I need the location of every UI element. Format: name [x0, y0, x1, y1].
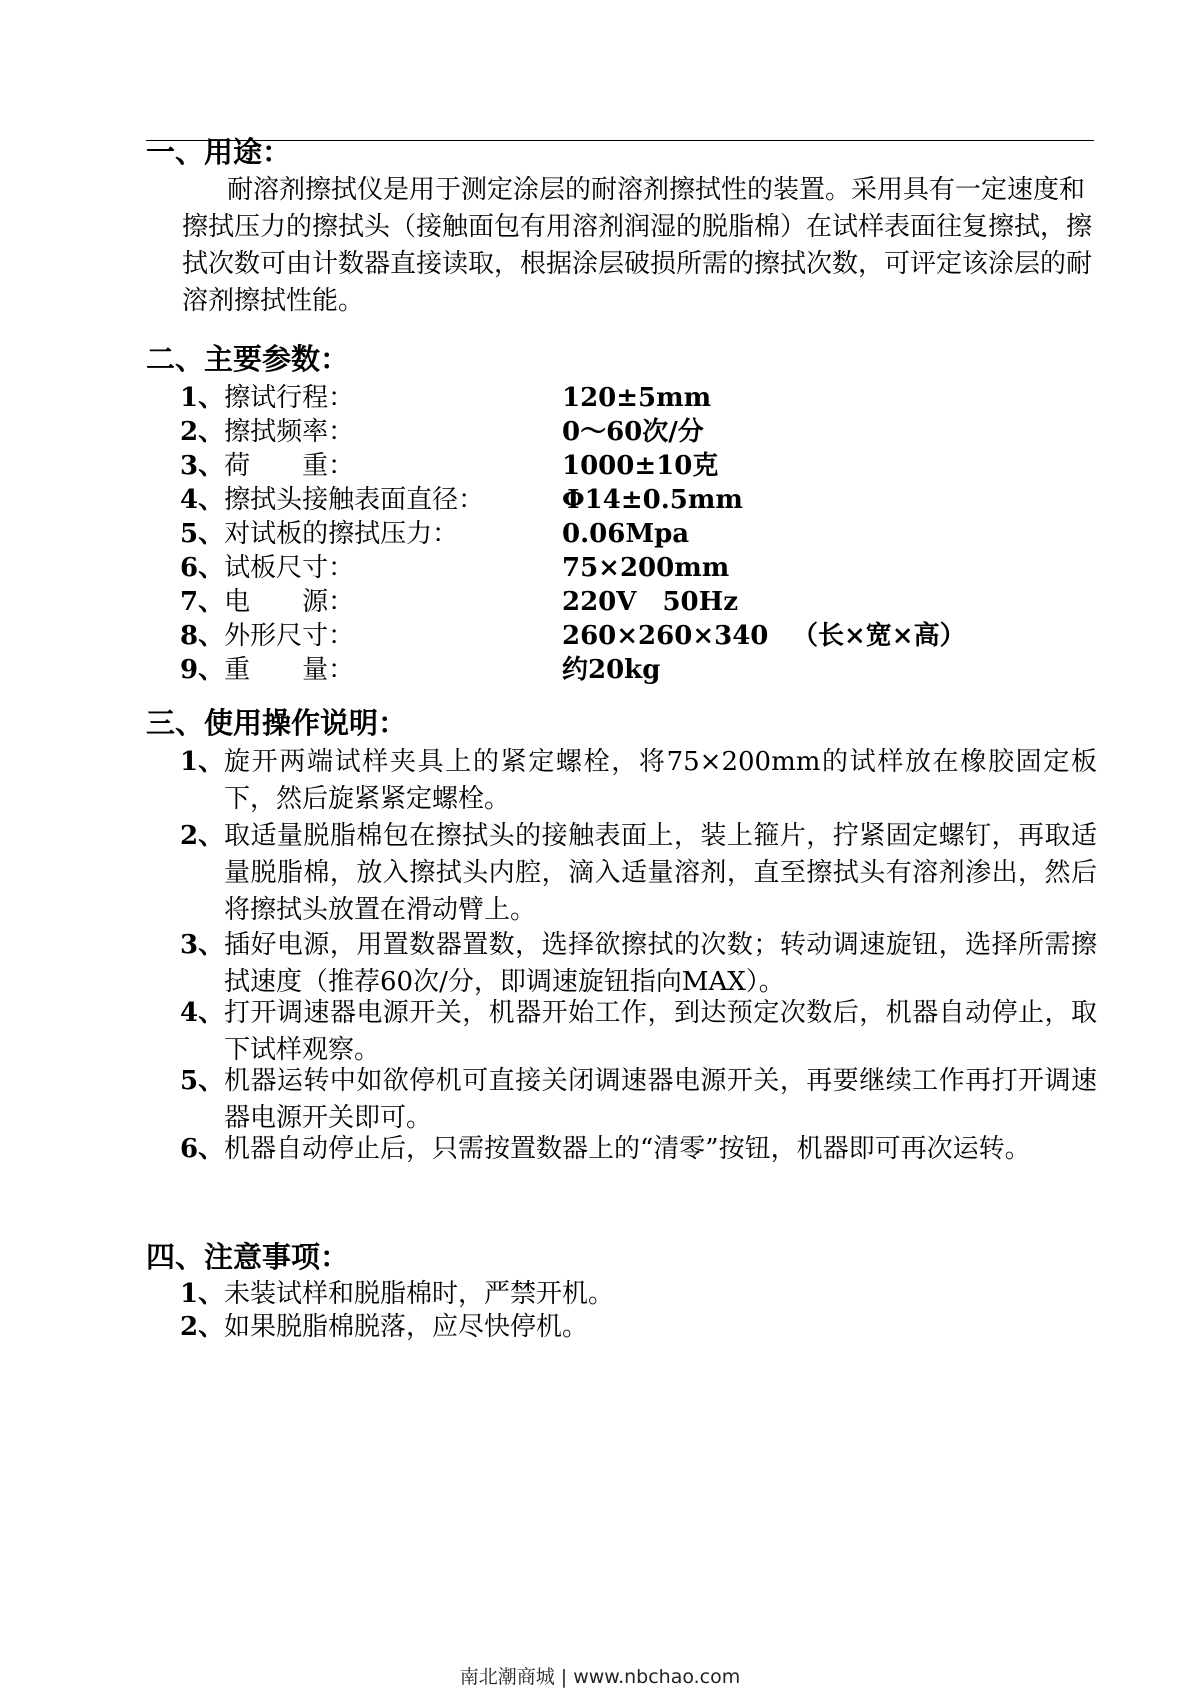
list-item [180, 1276, 1097, 1313]
item-text: 机器运转中如欲停机可直接关闭调速器电源开关，再要继续工作再打开调速器电源开关即可。 [224, 1066, 1097, 1133]
param-num: 1、 [180, 383, 225, 413]
section-notes-title: 四、注意事项： [146, 1240, 350, 1274]
param-value: 220V 50Hz [562, 587, 738, 617]
param-num: 3、 [180, 451, 225, 481]
item-num: 2、 [180, 1312, 225, 1342]
item-num: 4、 [180, 998, 225, 1028]
param-label: 试板尺寸： [224, 553, 355, 583]
param-label: 擦拭头接触表面直径： [224, 485, 485, 515]
footer-watermark: 南北潮商城 | www.nbchao.com [459, 1666, 741, 1688]
param-num: 4、 [180, 485, 225, 515]
item-num: 3、 [180, 930, 225, 960]
param-value: 75×200mm [562, 553, 730, 583]
param-row [180, 380, 1080, 417]
item-text: 取适量脱脂棉包在擦拭头的接触表面上，装上箍片，拧紧固定螺钉，再取适量脱脂棉，放入擦拭头内腔，滴入适量溶剂，直至擦拭头有溶剂渗出，然后将擦拭头放置在滑动臂上。 [224, 821, 1097, 925]
param-value: 0～60次/分 [562, 417, 704, 447]
list-item [180, 1131, 1097, 1168]
param-num: 8、 [180, 621, 225, 651]
item-text: 机器自动停止后，只需按置数器上的“清零”按钮，机器即可再次运转。 [224, 1134, 1031, 1164]
param-row [180, 414, 1080, 451]
param-label: 擦试行程： [224, 383, 355, 413]
param-row [180, 584, 1080, 621]
param-row [180, 652, 1080, 689]
list-item [180, 927, 1097, 1001]
item-num: 6、 [180, 1134, 225, 1164]
item-text: 旋开两端试样夹具上的紧定螺栓，将75×200mm的试样放在橡胶固定板下，然后旋紧紧定螺栓。 [224, 747, 1097, 814]
item-num: 5、 [180, 1066, 225, 1096]
item-num: 2、 [180, 821, 225, 851]
param-value: 0.06Mpa [562, 519, 690, 549]
param-value: 120±5mm [562, 383, 712, 413]
param-label: 重 量： [224, 655, 355, 685]
param-label: 电 源： [224, 587, 355, 617]
section-operation-title: 三、使用操作说明： [146, 706, 408, 740]
param-num: 6、 [180, 553, 225, 583]
param-row [180, 516, 1080, 553]
param-num: 7、 [180, 587, 225, 617]
param-num: 2、 [180, 417, 225, 447]
param-row [180, 448, 1080, 485]
list-item [180, 744, 1097, 818]
list-item [180, 995, 1097, 1069]
item-num: 1、 [180, 747, 225, 777]
param-row [180, 482, 1080, 519]
item-text: 如果脱脂棉脱落，应尽快停机。 [224, 1312, 589, 1342]
param-row [180, 618, 1080, 655]
param-label: 荷 重： [224, 451, 355, 481]
item-text: 未装试样和脱脂棉时，严禁开机。 [224, 1279, 615, 1309]
param-value: 260×260×340 [562, 621, 769, 651]
param-label: 对试板的擦拭压力： [224, 519, 459, 549]
param-label: 外形尺寸： [224, 621, 355, 651]
item-num: 1、 [180, 1279, 225, 1309]
param-row [180, 550, 1080, 587]
item-text: 打开调速器电源开关，机器开始工作，到达预定次数后，机器自动停止，取下试样观察。 [224, 998, 1097, 1065]
param-num: 9、 [180, 655, 225, 685]
list-item [180, 1063, 1097, 1137]
section-params-title: 二、主要参数： [146, 342, 350, 376]
param-value: 约20kg [562, 655, 661, 685]
list-item [180, 1309, 1097, 1346]
section-usage-body [182, 172, 1097, 320]
usage-body-text: 耐溶剂擦拭仪是用于测定涂层的耐溶剂擦拭性的装置。采用具有一定速度和擦拭压力的擦拭头（接触面包有用溶剂润湿的脱脂棉）在试样表面往复擦拭，擦拭次数可由计数器直接读取，根据涂层破损所需的擦拭次数，可评定该涂层的耐溶剂擦拭性能。 [182, 175, 1093, 316]
param-value: Φ14±0.5mm [562, 485, 743, 515]
param-note: （长×宽×高） [792, 621, 966, 651]
param-value: 1000±10克 [562, 451, 719, 481]
param-label: 擦拭频率： [224, 417, 355, 447]
item-text: 插好电源，用置数器置数，选择欲擦拭的次数；转动调速旋钮，选择所需擦拭速度（推荐60次/分，即调速旋钮指向MAX）。 [224, 930, 1097, 997]
list-item [180, 818, 1097, 929]
param-num: 5、 [180, 519, 225, 549]
section-usage-title: 一、用途： [146, 135, 292, 169]
